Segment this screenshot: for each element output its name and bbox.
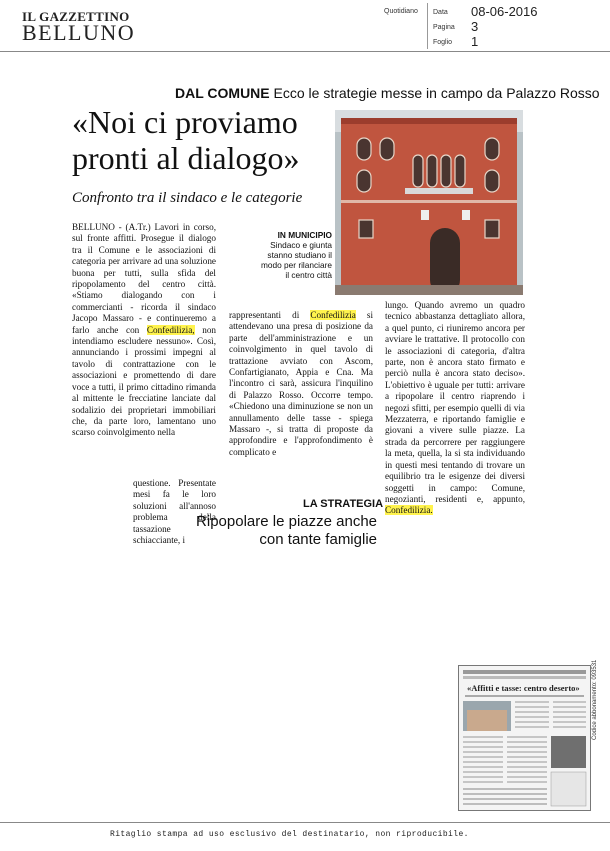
confedilizia-highlight-1: Confedilizia, bbox=[146, 324, 195, 335]
col1-text-b: non intendiamo escludere nessuno». Così, annunciando i prossimi impegni al tavolo di contrattazione con le associazioni e promettendo di dare voce a tutti, il primo cittadino rimanda al mittente le frecciatine lanciate dal sodalizio dei proprietari immobiliari che, da parte loro, lamentano uno scarso coinvolgimento nella bbox=[72, 324, 217, 438]
footer-rule bbox=[0, 822, 610, 823]
palazzo-rosso-photo bbox=[335, 110, 523, 295]
publication-type: Quotidiano bbox=[384, 8, 418, 15]
confedilizia-highlight-2: Confedilizia bbox=[310, 310, 356, 320]
col1-text-c: questione. Presentate mesi fa le loro soluzioni all'annoso problema della tassazione schiacciante, i bbox=[133, 478, 216, 546]
sheet-value: 1 bbox=[471, 34, 479, 49]
header-divider bbox=[427, 3, 428, 49]
confedilizia-highlight-3: Confedilizia. bbox=[385, 505, 433, 516]
thumbnail-headline: «Affitti e tasse: centro deserto» bbox=[467, 683, 580, 693]
newspaper-logo-top: IL GAZZETTINO bbox=[22, 9, 130, 24]
kicker-bold: DAL COMUNE bbox=[175, 85, 270, 101]
article-kicker bbox=[175, 85, 600, 101]
header-rule bbox=[0, 51, 610, 52]
photo-caption-label: IN MUNICIPIO bbox=[277, 230, 332, 240]
article-column-3 bbox=[385, 300, 525, 517]
col2-text-b: si attendevano una presa di posizione da parte dell'amministrazione e un coinvolgimento in quel tavolo di trattazione avviato con Ascom, Confartigianato, Appia e Cna. Ma l'incontro ci sarà, assicura l'inquilino di Palazzo Rosso. Occorre tempo. «Chiedono una diminuzione se non un annullamento delle tasse - spiega Massaro -, si tratta di proposte da approfondire e l'approfondimento è complicato e bbox=[229, 310, 373, 457]
subscription-code: Codice abbonamento: 093531 bbox=[592, 659, 598, 740]
date-label: Data bbox=[433, 9, 448, 16]
col1-text-a: BELLUNO - (A.Tr.) Lavori in corso, sul fronte affitti. Prosegue il dialogo tra il Comune e le associazioni di categoria per arrivare ad una soluzione buona per tutti, sulla sfida del ripopolamento del centro città. «Stiamo dialogando con i commercianti - ricorda il sindaco Jacopo Massaro - e continueremo a farlo anche con bbox=[72, 222, 216, 335]
page-thumbnail bbox=[458, 665, 591, 811]
photo-caption-text: Sindaco e giunta stanno studiano il modo per rilanciare il centro città bbox=[260, 240, 332, 280]
photo-caption bbox=[258, 230, 332, 280]
footer-notice: Ritaglio stampa ad uso esclusivo del destinatario, non riproducibile. bbox=[110, 830, 469, 839]
page-label: Pagina bbox=[433, 24, 455, 31]
article-subhead: Confronto tra il sindaco e le categorie bbox=[72, 190, 303, 206]
section-label: LA STRATEGIA bbox=[303, 498, 384, 510]
col3-text-a: lungo. Quando avremo un quadro tecnico abbastanza dettagliato allora, a quel punto, ci riuniremo ancora per avviare le trattative. Il protocollo con le associazioni di categoria, d'altra parte, non è ancora stato firmato e perciò nulla è ancora stato deciso». L'obiettivo è uguale per tutti: arrivare a ripopolare il centro riaprendo i negozi sfitti, per esempio quelli di via Mezzaterra, e riportando famiglie e giovani a vivere sulle piazze. La strada da percorrere per raggiungere la meta, quella, la si sta individuando in questi mesi tentando di trovare un equilibrio tra le esigenze dei diversi soggetti in campo: Comune, negozianti, residenti e, appunto, bbox=[385, 300, 525, 504]
date-value: 08-06-2016 bbox=[471, 4, 538, 19]
article-column-1 bbox=[72, 222, 216, 439]
newspaper-logo-edition: BELLUNO bbox=[22, 20, 136, 45]
page-value: 3 bbox=[471, 19, 479, 34]
article-headline: «Noi ci proviamo pronti al dialogo» bbox=[72, 104, 300, 176]
sheet-label: Foglio bbox=[433, 39, 453, 46]
kicker-text: Ecco le strategie messe in campo da Palazzo Rosso bbox=[269, 85, 600, 101]
article-column-2 bbox=[229, 310, 373, 458]
section-title: Ripopolare le piazze anche con tante famiglie bbox=[196, 513, 377, 548]
col2-text-a: rappresentanti di bbox=[229, 310, 311, 320]
